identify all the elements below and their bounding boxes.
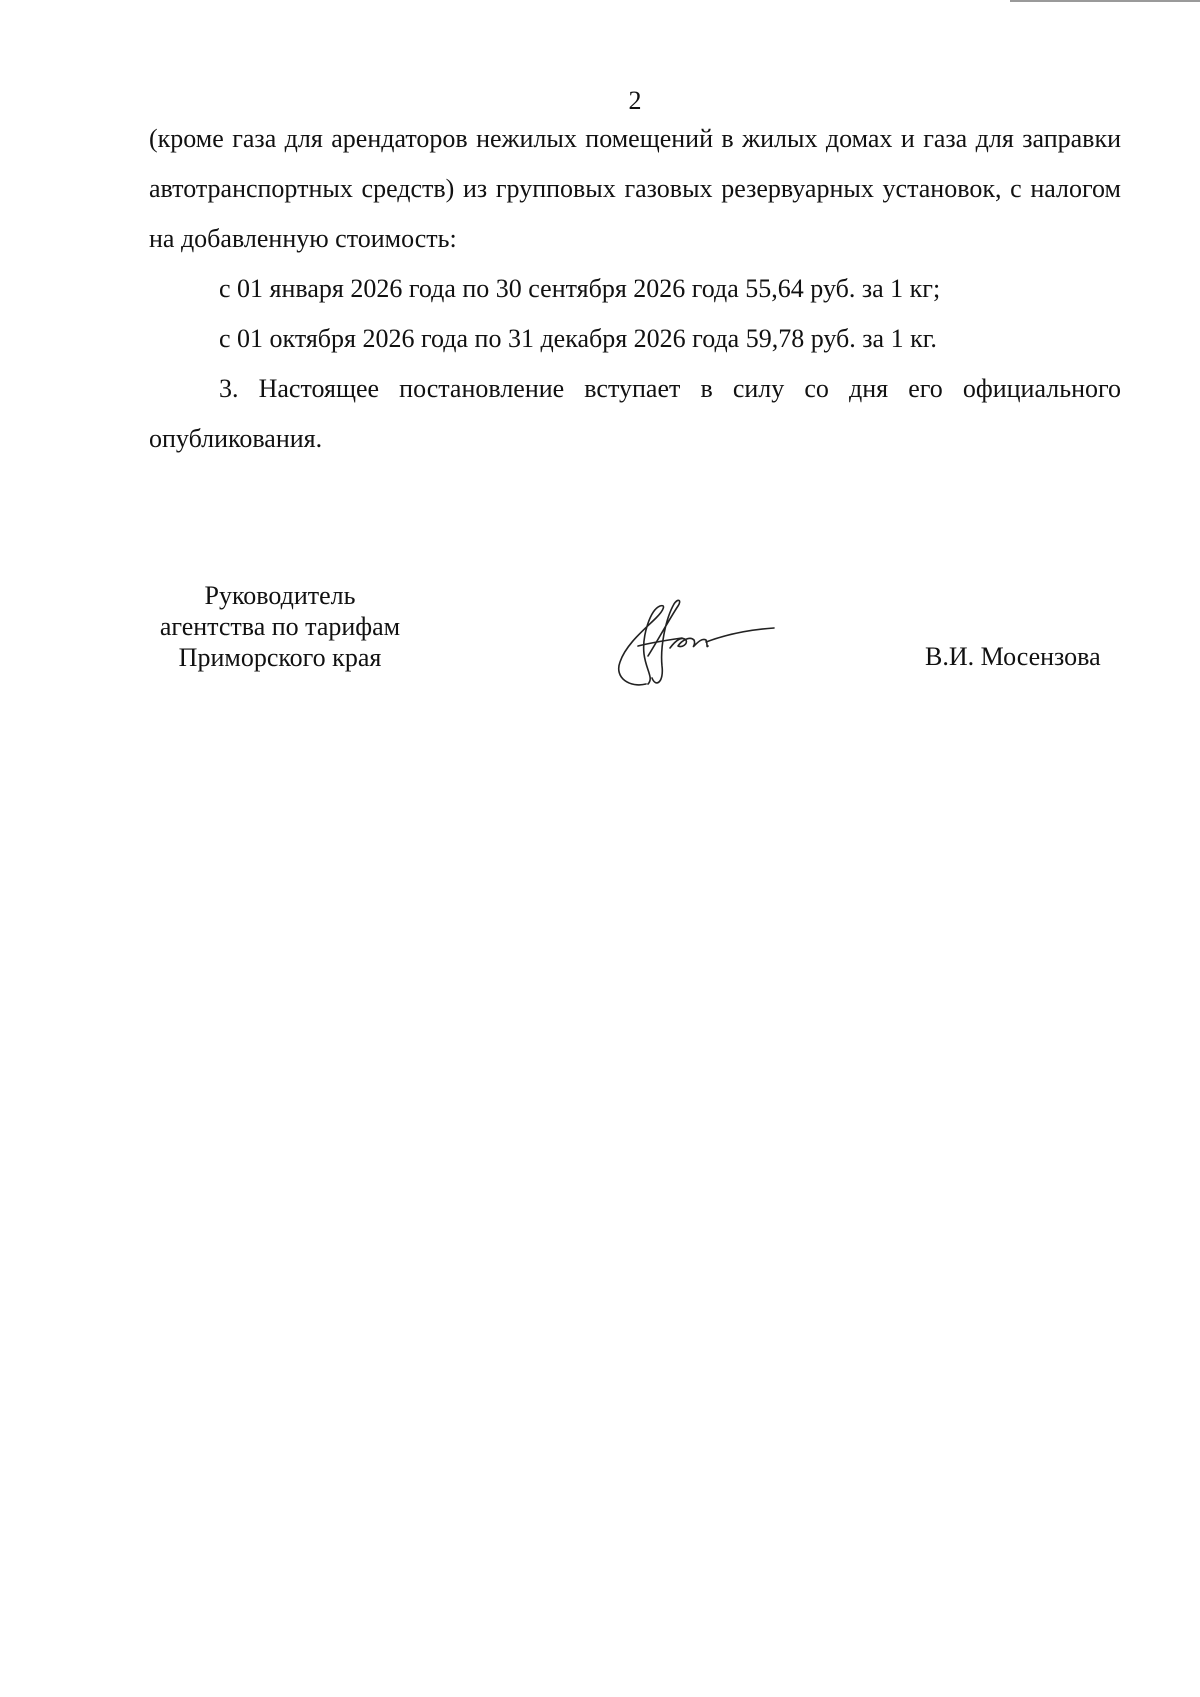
paragraph-effective-date: 3. Настоящее постановление вступает в силу со дня его официального опубликования.	[149, 374, 1121, 453]
scan-edge-line	[1010, 0, 1200, 2]
handwritten-signature	[608, 596, 776, 692]
signatory-title-line: Руководитель	[204, 581, 356, 610]
signer-name: В.И. Мосензова	[925, 642, 1101, 671]
paragraph-tariff-scope: (кроме газа для арендаторов нежилых помещений в жилых домах и газа для заправки автотранспортных средств) из групповых газовых резервуарных установок, с налогом на добавленную стоимость:	[149, 124, 1121, 253]
body-text	[149, 114, 1121, 464]
paragraph-tariff-period-1: с 01 января 2026 года по 30 сентября 2026 года 55,64 руб. за 1 кг;	[219, 274, 941, 303]
signatory-title	[120, 580, 440, 673]
signatory-title-line: Приморского края	[178, 643, 382, 672]
paragraph-tariff-period-2: с 01 октября 2026 года по 31 декабря 2026 года 59,78 руб. за 1 кг.	[219, 324, 937, 353]
page-number: 2	[628, 86, 642, 115]
signatory-title-line: агентства по тарифам	[159, 612, 401, 641]
